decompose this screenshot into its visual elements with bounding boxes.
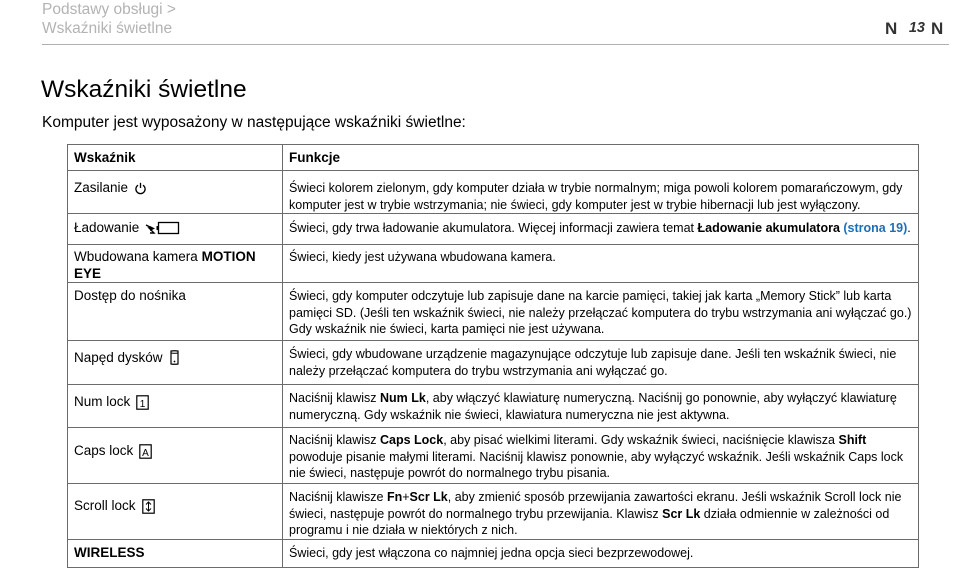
disk-drive-icon (169, 350, 180, 366)
page-number: 13 (908, 20, 925, 36)
prev-page-icon[interactable] (885, 19, 903, 37)
table-row (68, 428, 919, 484)
svg-text:A: A (142, 447, 150, 459)
battery-charge-icon (145, 221, 181, 235)
breadcrumb-parent[interactable]: Podstawy obsługi > (42, 1, 176, 18)
header-divider (42, 44, 949, 45)
table-row (68, 385, 919, 428)
indicator-description: Naciśnij klawisze Fn+Scr Lk, aby zmienić sposób przewijania zawartości ekranu. Jeśli wskaźnik Scroll lock nie świeci, następuje powrót do normalnego trybu przewijania. Klawisz Scr Lk działa odmiennie w zależności od programu i nie działa w niektórych z nich. (283, 484, 919, 540)
power-icon (134, 182, 147, 195)
indicator-name: WIRELESS (68, 540, 283, 568)
table-row (68, 214, 919, 245)
indicator-table (67, 144, 919, 568)
indicator-name: Napęd dysków (74, 350, 163, 365)
table-row (68, 283, 919, 341)
indicator-description: Naciśnij klawisz Caps Lock, aby pisać wielkimi literami. Gdy wskaźnik świeci, naciśnięcie klawisza Shift powoduje pisanie małymi literami. Naciśnij klawisz ponownie, aby wyłączyć wskaźnik. Jeśli wskaźnik Caps lock nie świeci, następuje powrót do normalnego trybu pisania. (283, 428, 919, 484)
indicator-name: Num lock (74, 394, 131, 409)
indicator-name: Ładowanie (74, 220, 140, 235)
column-header-functions: Funkcje (283, 145, 919, 171)
indicator-name: Zasilanie (74, 180, 129, 195)
svg-text:N: N (931, 19, 944, 37)
num-lock-icon (136, 395, 149, 410)
indicator-name: Wbudowana kamera MOTION EYE (68, 245, 283, 283)
svg-text:1: 1 (139, 398, 146, 410)
table-row (68, 245, 919, 283)
svg-text:N: N (884, 19, 898, 37)
indicator-name: Scroll lock (74, 498, 136, 513)
indicator-description: Świeci kolorem zielonym, gdy komputer działa w trybie normalnym; miga powoli kolorem pomarańczowym, gdy komputer jest w trybie wstrzymania; nie świeci, gdy komputer jest w trybie hibernacji lub jest wyłączony. (283, 171, 919, 214)
indicator-description: Świeci, gdy trwa ładowanie akumulatora. Więcej informacji zawiera temat Ładowanie akumulatora (strona 19). (283, 214, 919, 245)
indicator-description: Świeci, gdy wbudowane urządzenie magazynujące odczytuje lub zapisuje dane. Jeśli ten wskaźnik świeci, nie należy przełączać komputera do trybu wstrzymania ani wyłączać go. (283, 341, 919, 385)
indicator-name: Dostęp do nośnika (68, 283, 283, 341)
breadcrumb-current: Wskaźniki świetlne (42, 20, 173, 37)
page-title: Wskaźniki świetlne (41, 76, 247, 103)
indicator-description: Świeci, gdy komputer odczytuje lub zapisuje dane na karcie pamięci, takiej jak karta „Memory Stick” lub karta pamięci SD. (Jeśli ten wskaźnik świeci, nie należy przełączać komputera do trybu wstrzymania ani wyłączać go.) Gdy wskaźnik nie świeci, karta pamięci nie jest używana. (283, 283, 919, 341)
indicator-name: Caps lock (74, 443, 134, 458)
column-header-indicator: Wskaźnik (68, 145, 283, 171)
table-row (68, 540, 919, 568)
page-link[interactable]: (strona 19) (843, 221, 908, 235)
next-page-icon[interactable] (931, 19, 949, 37)
table-row (68, 484, 919, 540)
indicator-description: Świeci, kiedy jest używana wbudowana kamera. (283, 245, 919, 283)
page-navigation (885, 18, 949, 38)
table-header-row (68, 145, 919, 171)
table-row (68, 171, 919, 214)
breadcrumb[interactable] (42, 0, 176, 38)
indicator-description: Świeci, gdy jest włączona co najmniej jedna opcja sieci bezprzewodowej. (283, 540, 919, 568)
caps-lock-icon (139, 444, 152, 459)
table-row (68, 341, 919, 385)
indicator-description: Naciśnij klawisz Num Lk, aby włączyć klawiaturę numeryczną. Naciśnij go ponownie, aby wyłączyć klawiaturę numeryczną. Gdy wskaźnik nie świeci, klawiatura numeryczna nie jest aktywna. (283, 385, 919, 428)
intro-text: Komputer jest wyposażony w następujące wskaźniki świetlne: (42, 114, 466, 131)
scroll-lock-icon (142, 499, 155, 514)
